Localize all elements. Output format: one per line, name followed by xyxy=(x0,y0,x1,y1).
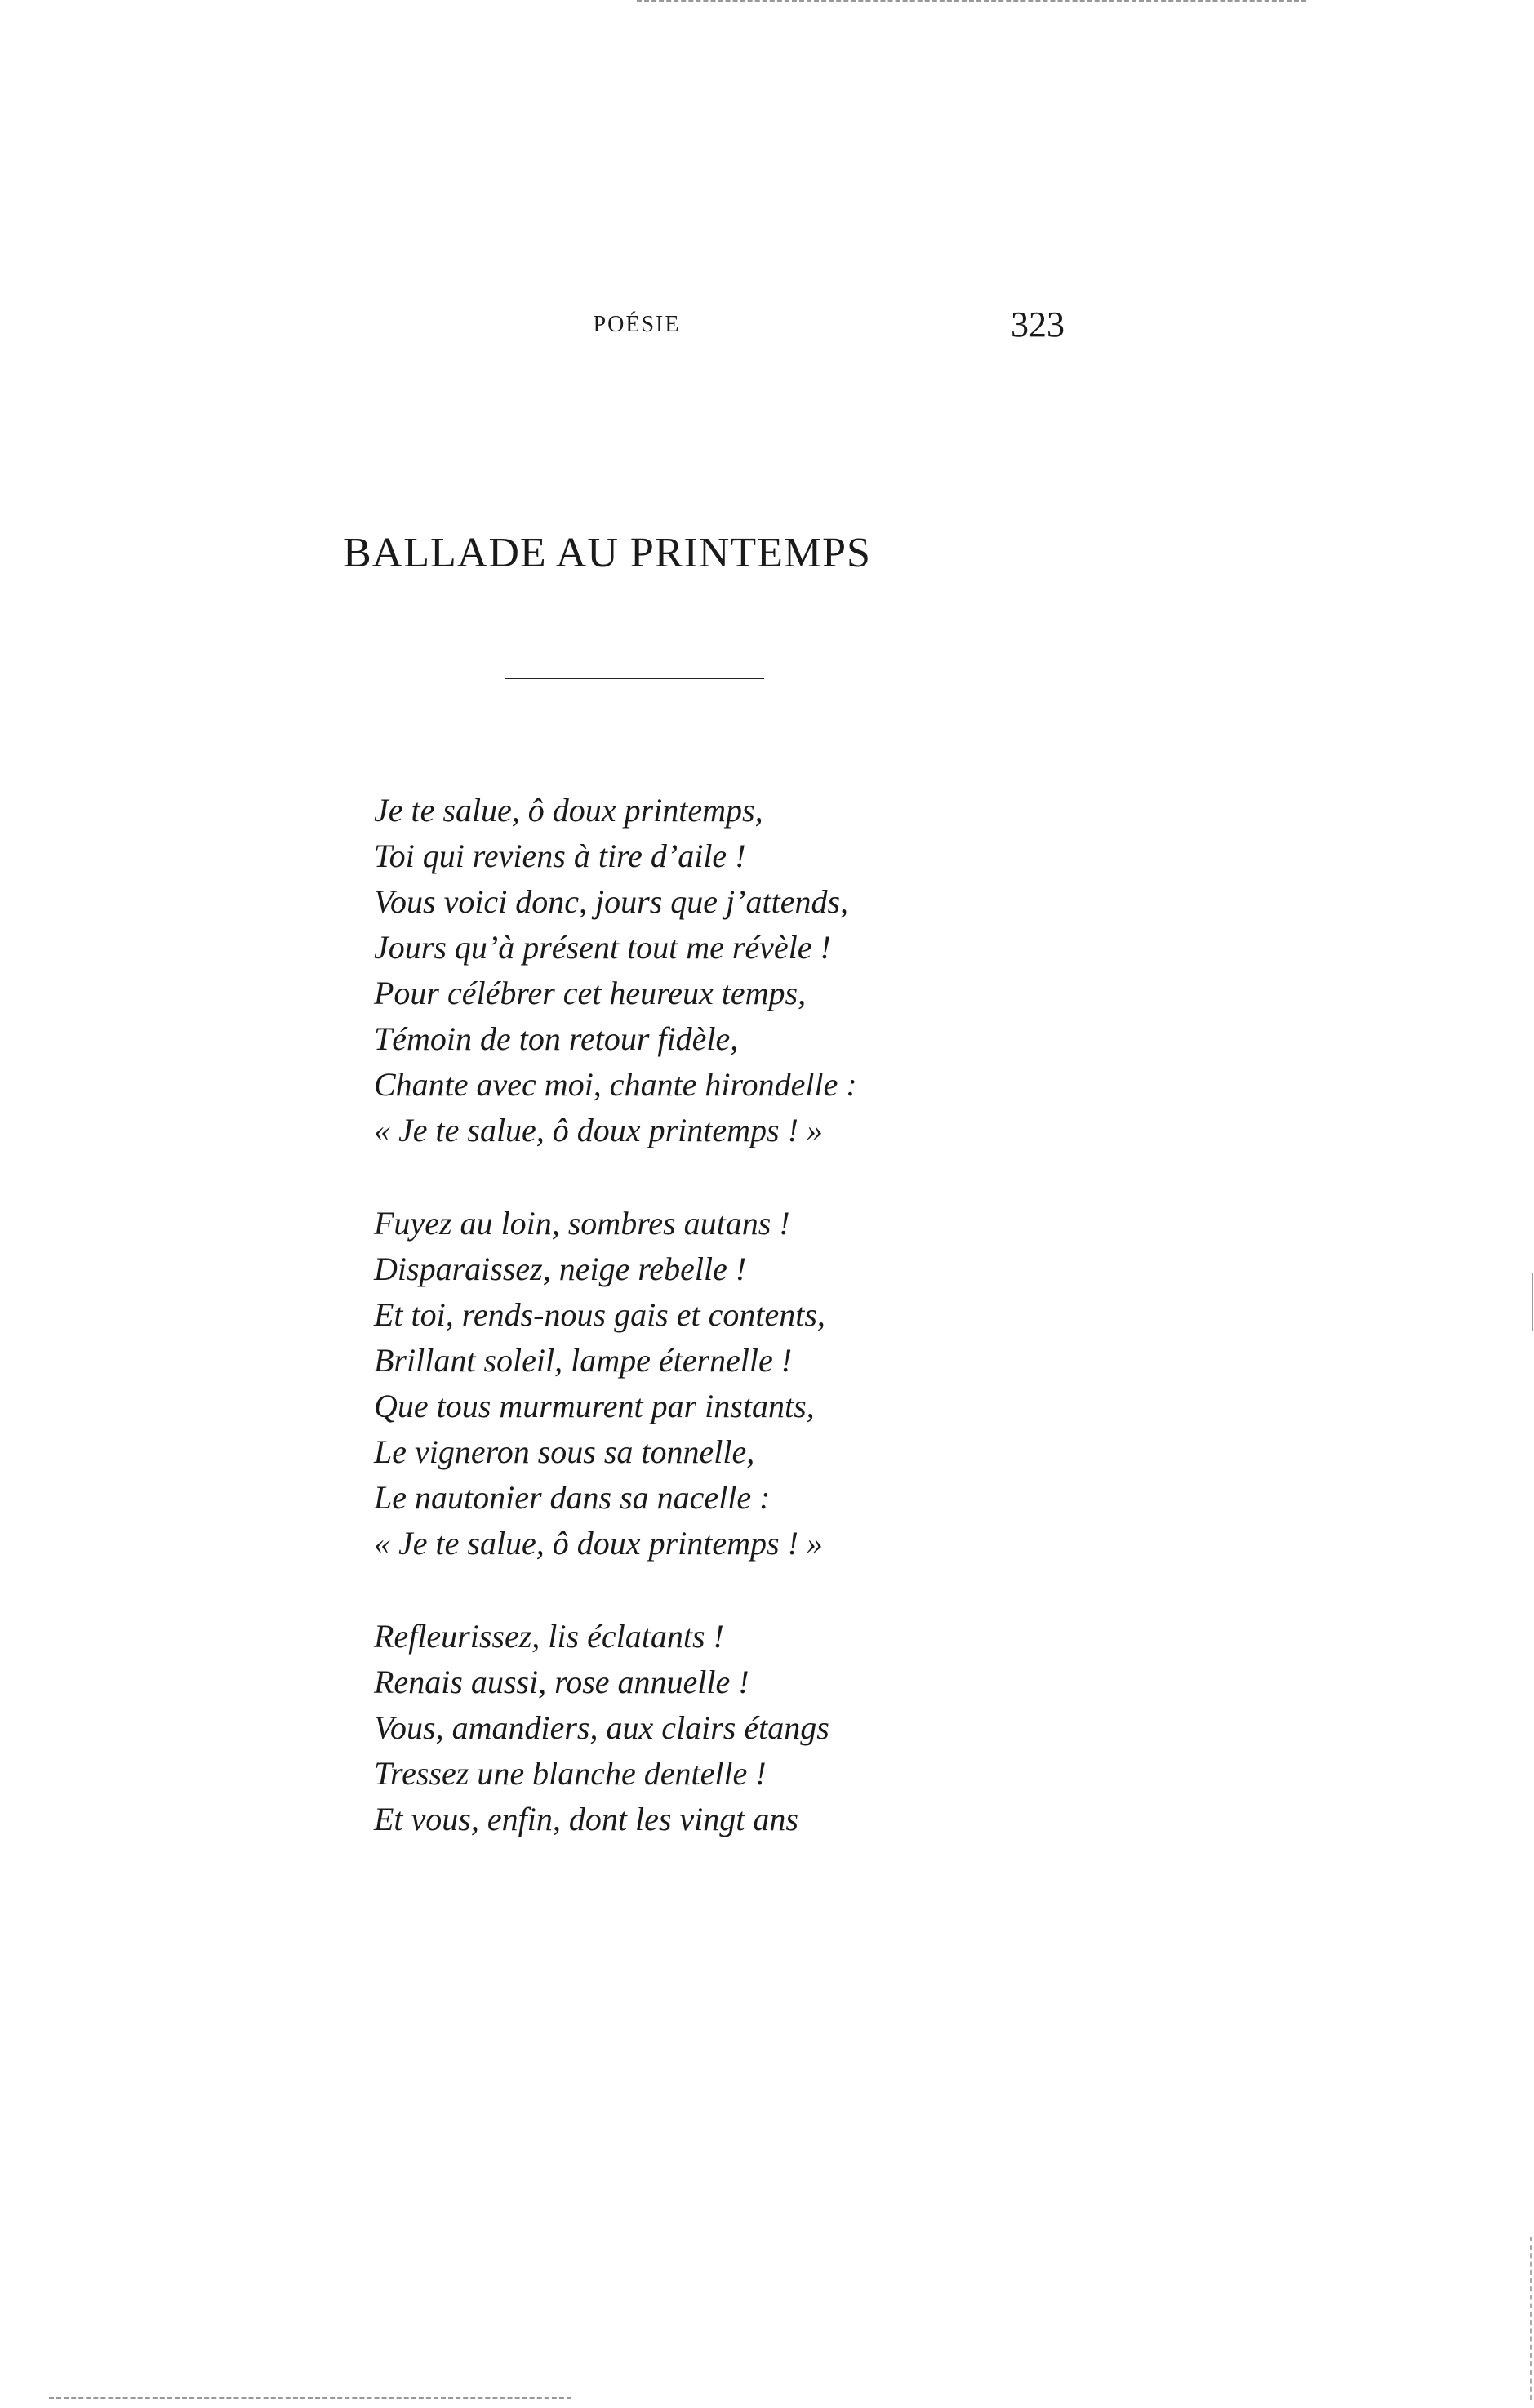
poem-title: BALLADE AU PRINTEMPS xyxy=(343,530,871,576)
verse-line: Fuyez au loin, sombres autans ! xyxy=(374,1205,790,1242)
verse-line: Disparaissez, neige rebelle ! xyxy=(374,1251,747,1287)
refrain-line: « Je te salue, ô doux printemps ! » xyxy=(374,1112,823,1148)
verse-line: Jours qu’à présent tout me révèle ! xyxy=(374,929,831,966)
scan-edge-mark-right-lower xyxy=(1530,2237,1533,2400)
verse-line: Témoin de ton retour fidèle, xyxy=(374,1020,739,1057)
verse-line: Brillant soleil, lampe éternelle ! xyxy=(374,1342,793,1379)
scan-edge-marks-bottom xyxy=(49,2397,571,2404)
verse-line: Vous voici donc, jours que j’attends, xyxy=(374,883,849,920)
verse-line: Pour célébrer cet heureux temps, xyxy=(374,975,807,1011)
stanza-1 xyxy=(374,788,1190,1153)
title-divider xyxy=(505,678,764,679)
verse-line: Et toi, rends-nous gais et contents, xyxy=(374,1296,825,1333)
verse-line: Que tous murmurent par instants, xyxy=(374,1388,815,1424)
stanza-3 xyxy=(374,1614,1190,1842)
verse-line: Chante avec moi, chante hirondelle : xyxy=(374,1066,857,1103)
verse-line: Le nautonier dans sa nacelle : xyxy=(374,1479,771,1516)
verse-line: Je te salue, ô doux printemps, xyxy=(374,792,763,829)
page-number: 323 xyxy=(1011,304,1065,344)
scan-edge-mark-right xyxy=(1532,1273,1533,1331)
verse-line: Le vigneron sous sa tonnelle, xyxy=(374,1433,755,1470)
verse-line: Et vous, enfin, dont les vingt ans xyxy=(374,1801,798,1837)
poem-body xyxy=(374,788,1190,1890)
verse-line: Toi qui reviens à tire d’aile ! xyxy=(374,837,746,874)
verse-line: Renais aussi, rose annuelle ! xyxy=(374,1664,749,1700)
refrain-line: « Je te salue, ô doux printemps ! » xyxy=(374,1525,823,1562)
stanza-2 xyxy=(374,1201,1190,1566)
verse-line: Refleurissez, lis éclatants ! xyxy=(374,1618,724,1655)
scan-edge-marks-top xyxy=(637,0,1306,7)
verse-line: Vous, amandiers, aux clairs étangs xyxy=(374,1709,829,1746)
running-head: POÉSIE xyxy=(593,312,681,337)
verse-line: Tressez une blanche dentelle ! xyxy=(374,1755,767,1792)
